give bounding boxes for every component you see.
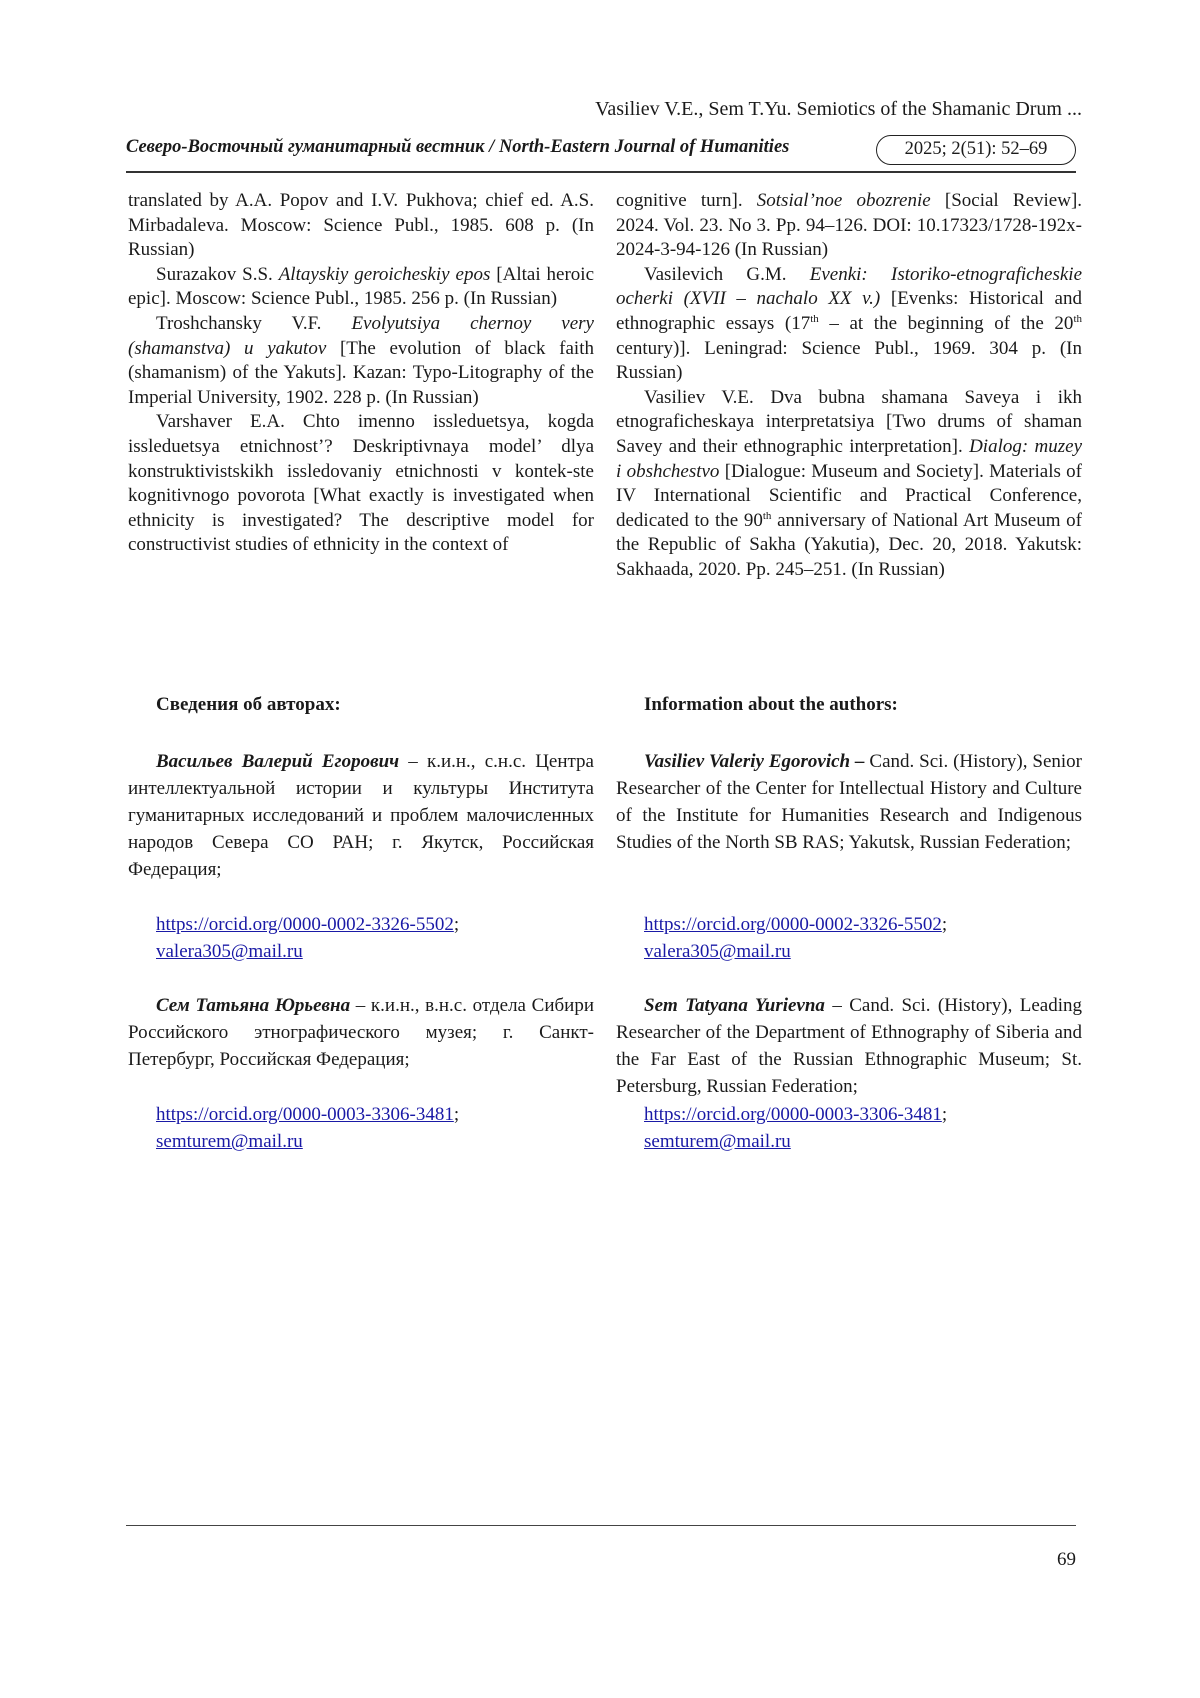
running-title: Vasiliev V.E., Sem T.Yu. Semiotics of the Shamanic Drum ... xyxy=(595,98,1082,120)
header-rule xyxy=(126,171,1076,173)
authors-ru-heading: Сведения об авторах: xyxy=(156,694,341,715)
author2-en: Sem Tatyana Yurievna – Cand. Sci. (History), Leading Researcher of the Department of Ethnography of Siberia and the Far East of the Russian Ethnographic Museum; St. Petersburg, Russian Federation; xyxy=(616,995,1082,1097)
author1-ru-links: https://orcid.org/0000-0002-3326-5502; valera305@mail.ru xyxy=(156,914,460,962)
author-name: Васильев Валерий Егорович xyxy=(156,751,400,772)
orcid-link[interactable]: https://orcid.org/0000-0002-3326-5502 xyxy=(156,914,454,935)
reference-entry: Vasiliev V.E. Dva bubna shamana Saveya i ikh etnograficheskaya interpretatsiya [Two drums of shaman Savey and their ethnographic interpretation]. Dialog: muzey i obshchestvo [Dialogue: Museum and Society]. Materials of IV International Scientific and Practical Conference, dedicated to the 90th anniversary of National Art Museum of the Republic of Sakha (Yakutia), Dec. 20, 2018. Yakutsk: Sakhaada, 2020. Pp. 245–251. (In Russian) xyxy=(616,386,1083,580)
author1-en: Vasiliev Valeriy Egorovich – Cand. Sci. (History), Senior Researcher of the Center for Intellectual History and Culture of the Institute for Humanities Research and Indigenous Studies of the North SB RAS; Yakutsk, Russian Federation; xyxy=(616,751,1082,853)
author1-en-links: https://orcid.org/0000-0002-3326-5502; valera305@mail.ru xyxy=(644,914,948,962)
reference-entry: Varshaver E.A. Chto imenno issleduetsya, kogda issleduetsya etnichnost’? Deskriptivnaya model’ dlya konstruktivistskikh issledovaniy etnichnosti v kontek-ste kognitivnogo povorota [What exactly is investigated when ethnicity is investigated? The descriptive model for constructivist studies of ethnicity in the context of xyxy=(128,411,594,556)
references-right-column xyxy=(616,189,1082,583)
author1-ru: Васильев Валерий Егорович – к.и.н., с.н.с. Центра интеллектуальной истории и культуры Института гуманитарных исследований и проблем малочисленных народов Севера СО РАН; г. Якутск, Российская Федерация; xyxy=(128,751,594,880)
reference-entry: Surazakov S.S. Altayskiy geroicheskiy epos [Altai heroic epic]. Moscow: Science Publ., 1985. 256 p. (In Russian) xyxy=(128,263,594,310)
page-number: 69 xyxy=(1057,1549,1076,1570)
authors-en-heading: Information about the authors: xyxy=(644,694,898,715)
email-link[interactable]: valera305@mail.ru xyxy=(644,941,791,962)
orcid-link[interactable]: https://orcid.org/0000-0003-3306-3481 xyxy=(156,1104,454,1125)
email-link[interactable]: semturem@mail.ru xyxy=(644,1131,791,1152)
author-name: Sem Tatyana Yurievna xyxy=(644,995,825,1016)
reference-entry: Troshchansky V.F. Evolyutsiya chernoy very (shamanstva) u yakutov [The evolution of black faith (shamanism) of the Yakuts]. Kazan: Typo-Litography of the Imperial University, 1902. 228 p. (In Russian) xyxy=(128,312,594,408)
author2-en-links: https://orcid.org/0000-0003-3306-3481; semturem@mail.ru xyxy=(644,1104,948,1152)
reference-entry: cognitive turn]. Sotsial’noe obozrenie [Social Review]. 2024. Vol. 23. No 3. Pp. 94–126. DOI: 10.17323/1728-192x-2024-3-94-126 (In Russian) xyxy=(616,190,1083,261)
reference-entry: Vasilevich G.M. Evenki: Istoriko-etnograficheskie ocherki (XVII – nachalo XX v.) [Evenks: Historical and ethnographic essays (17th – at the beginning of the 20th century)]. Leningrad: Science Publ., 1969. 304 p. (In Russian) xyxy=(616,263,1083,384)
orcid-link[interactable]: https://orcid.org/0000-0003-3306-3481 xyxy=(644,1104,942,1125)
author2-ru: Сем Татьяна Юрьевна – к.и.н., в.н.с. отдела Сибири Российского этнографического музея; г. Санкт-Петербург, Российская Федерация; xyxy=(128,995,594,1070)
author2-ru-links: https://orcid.org/0000-0003-3306-3481; semturem@mail.ru xyxy=(156,1104,460,1152)
journal-title: Северо-Восточный гуманитарный вестник / North-Eastern Journal of Humanities xyxy=(126,137,790,157)
author-name: Сем Татьяна Юрьевна xyxy=(156,995,351,1016)
orcid-link[interactable]: https://orcid.org/0000-0002-3326-5502 xyxy=(644,914,942,935)
author-name: Vasiliev Valeriy Egorovich – xyxy=(644,751,865,772)
references-left-column xyxy=(128,189,594,558)
footer-rule xyxy=(126,1525,1076,1526)
reference-entry: translated by A.A. Popov and I.V. Pukhova; chief ed. A.S. Mirbadaleva. Moscow: Science Publ., 1985. 608 p. (In Russian) xyxy=(128,190,594,261)
email-link[interactable]: semturem@mail.ru xyxy=(156,1131,303,1152)
email-link[interactable]: valera305@mail.ru xyxy=(156,941,303,962)
issue-badge: 2025; 2(51): 52–69 xyxy=(876,135,1076,165)
